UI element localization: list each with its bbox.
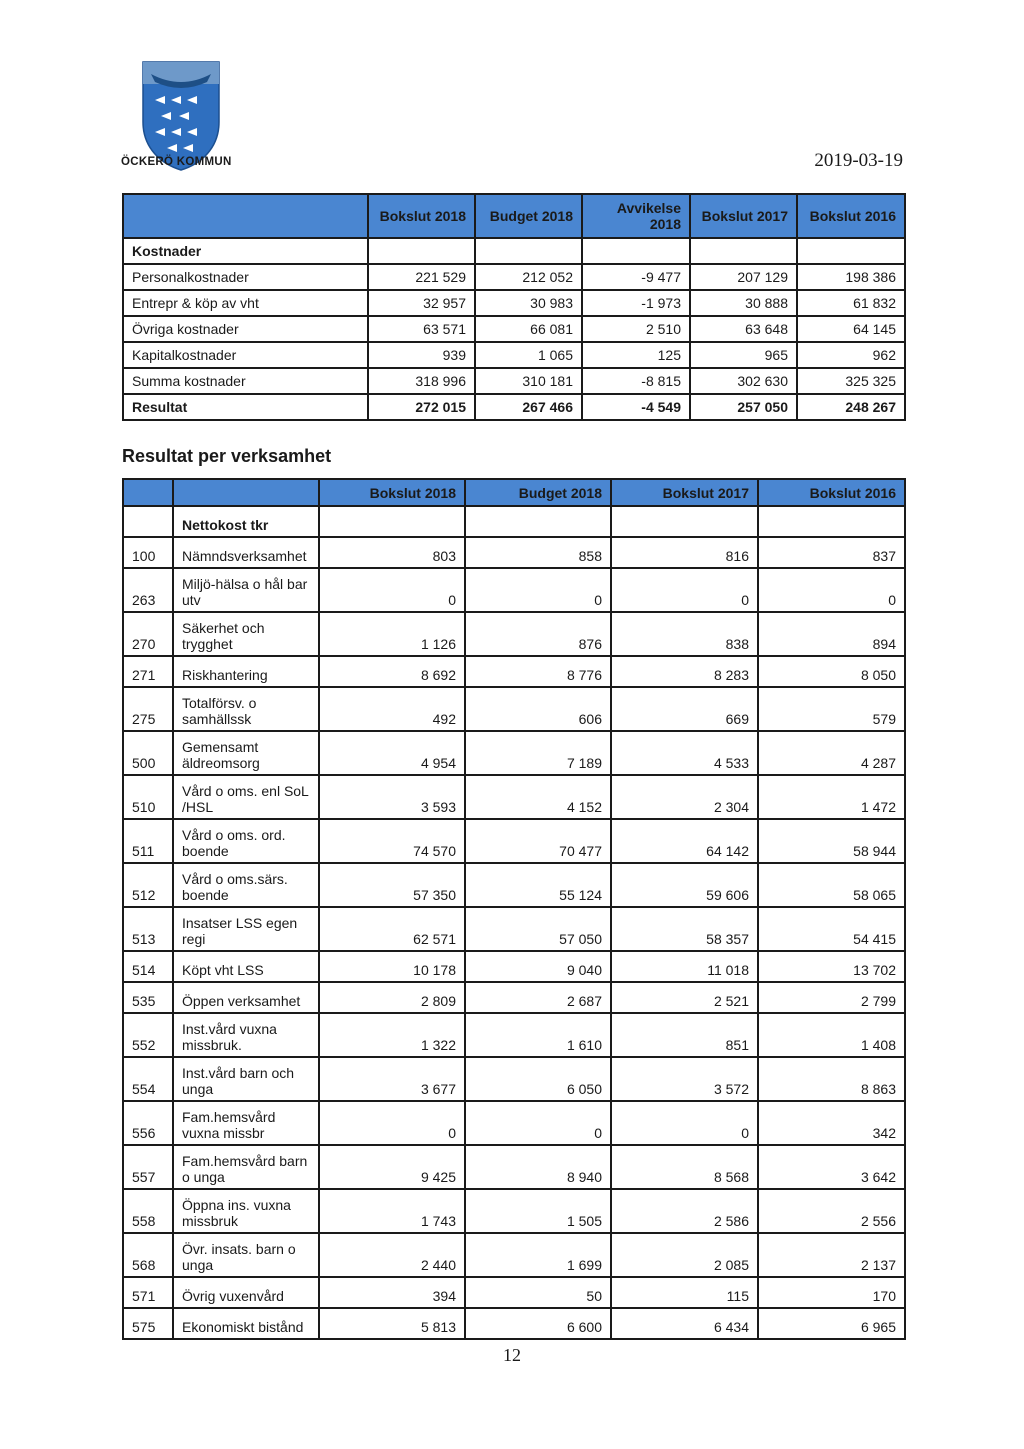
organization-name: ÖCKERÖ KOMMUN bbox=[121, 156, 232, 168]
table-row bbox=[123, 1057, 905, 1101]
value-cell: 1 743 bbox=[319, 1189, 465, 1233]
value-cell: -8 815 bbox=[582, 368, 690, 394]
activity-code: 100 bbox=[123, 537, 173, 568]
activity-name: Fam.hemsvård barn o unga bbox=[173, 1145, 319, 1189]
value-cell: 267 466 bbox=[475, 394, 582, 420]
value-cell: 2 137 bbox=[758, 1233, 905, 1277]
row-label: Kapitalkostnader bbox=[123, 342, 368, 368]
value-cell: 9 425 bbox=[319, 1145, 465, 1189]
empty-cell bbox=[797, 238, 905, 264]
activity-code: 511 bbox=[123, 819, 173, 863]
table-row bbox=[123, 264, 905, 290]
activity-name: Vård o oms.särs. boende bbox=[173, 863, 319, 907]
table-row bbox=[123, 568, 905, 612]
value-cell: 125 bbox=[582, 342, 690, 368]
document-date: 2019-03-19 bbox=[814, 150, 903, 171]
table-row bbox=[123, 731, 905, 775]
activity-name: Öppna ins. vuxna missbruk bbox=[173, 1189, 319, 1233]
activity-code: 271 bbox=[123, 656, 173, 687]
value-cell: 8 692 bbox=[319, 656, 465, 687]
value-cell: 1 505 bbox=[465, 1189, 611, 1233]
header-cell: Budget 2018 bbox=[475, 194, 582, 238]
activity-name: Vård o oms. enl SoL /HSL bbox=[173, 775, 319, 819]
value-cell: -1 973 bbox=[582, 290, 690, 316]
value-cell: 8 776 bbox=[465, 656, 611, 687]
activity-name: Öppen verksamhet bbox=[173, 982, 319, 1013]
value-cell: 13 702 bbox=[758, 951, 905, 982]
activity-name: Inst.vård vuxna missbruk. bbox=[173, 1013, 319, 1057]
value-cell: 0 bbox=[319, 568, 465, 612]
value-cell: 0 bbox=[465, 568, 611, 612]
table-row bbox=[123, 819, 905, 863]
value-cell: 6 434 bbox=[611, 1308, 758, 1339]
value-cell: 70 477 bbox=[465, 819, 611, 863]
activity-name: Övr. insats. barn o unga bbox=[173, 1233, 319, 1277]
value-cell: -9 477 bbox=[582, 264, 690, 290]
empty-cell bbox=[123, 506, 173, 537]
value-cell: 5 813 bbox=[319, 1308, 465, 1339]
header-cell: Bokslut 2016 bbox=[797, 194, 905, 238]
table-row bbox=[123, 537, 905, 568]
header-cell bbox=[582, 194, 690, 238]
value-cell: 57 350 bbox=[319, 863, 465, 907]
value-cell: -4 549 bbox=[582, 394, 690, 420]
value-cell: 248 267 bbox=[797, 394, 905, 420]
empty-cell bbox=[582, 238, 690, 264]
empty-cell bbox=[465, 506, 611, 537]
header-cell: Budget 2018 bbox=[465, 479, 611, 506]
table-row bbox=[123, 1101, 905, 1145]
table-row bbox=[123, 1013, 905, 1057]
section-label: Nettokost tkr bbox=[173, 506, 319, 537]
value-cell: 1 408 bbox=[758, 1013, 905, 1057]
value-cell: 257 050 bbox=[690, 394, 797, 420]
table-row bbox=[123, 907, 905, 951]
activity-name: Ekonomiskt bistånd bbox=[173, 1308, 319, 1339]
header-cell: Bokslut 2016 bbox=[758, 479, 905, 506]
value-cell: 221 529 bbox=[368, 264, 475, 290]
value-cell: 7 189 bbox=[465, 731, 611, 775]
value-cell: 58 065 bbox=[758, 863, 905, 907]
activity-name: Köpt vht LSS bbox=[173, 951, 319, 982]
value-cell: 3 572 bbox=[611, 1057, 758, 1101]
row-label: Övriga kostnader bbox=[123, 316, 368, 342]
value-cell: 837 bbox=[758, 537, 905, 568]
activity-code: 571 bbox=[123, 1277, 173, 1308]
value-cell: 1 126 bbox=[319, 612, 465, 656]
section-label: Kostnader bbox=[123, 238, 368, 264]
empty-cell bbox=[319, 506, 465, 537]
header-cell: Bokslut 2017 bbox=[611, 479, 758, 506]
table-row bbox=[123, 656, 905, 687]
value-cell: 394 bbox=[319, 1277, 465, 1308]
value-cell: 325 325 bbox=[797, 368, 905, 394]
value-cell: 30 983 bbox=[475, 290, 582, 316]
value-cell: 58 944 bbox=[758, 819, 905, 863]
value-cell: 302 630 bbox=[690, 368, 797, 394]
table-row bbox=[123, 951, 905, 982]
value-cell: 858 bbox=[465, 537, 611, 568]
value-cell: 8 863 bbox=[758, 1057, 905, 1101]
row-label: Summa kostnader bbox=[123, 368, 368, 394]
value-cell: 876 bbox=[465, 612, 611, 656]
value-cell: 0 bbox=[611, 568, 758, 612]
value-cell: 74 570 bbox=[319, 819, 465, 863]
activity-code: 263 bbox=[123, 568, 173, 612]
table-row bbox=[123, 982, 905, 1013]
value-cell: 9 040 bbox=[465, 951, 611, 982]
empty-cell bbox=[368, 238, 475, 264]
value-cell: 170 bbox=[758, 1277, 905, 1308]
value-cell: 4 954 bbox=[319, 731, 465, 775]
value-cell: 3 642 bbox=[758, 1145, 905, 1189]
value-cell: 4 287 bbox=[758, 731, 905, 775]
value-cell: 0 bbox=[319, 1101, 465, 1145]
header-cell: Bokslut 2017 bbox=[690, 194, 797, 238]
value-cell: 55 124 bbox=[465, 863, 611, 907]
table-row bbox=[123, 316, 905, 342]
value-cell: 310 181 bbox=[475, 368, 582, 394]
value-cell: 4 152 bbox=[465, 775, 611, 819]
activity-code: 535 bbox=[123, 982, 173, 1013]
row-label: Resultat bbox=[123, 394, 368, 420]
table-row bbox=[123, 1308, 905, 1339]
empty-cell bbox=[475, 238, 582, 264]
value-cell: 3 677 bbox=[319, 1057, 465, 1101]
value-cell: 2 687 bbox=[465, 982, 611, 1013]
activity-code: 513 bbox=[123, 907, 173, 951]
table-row bbox=[123, 612, 905, 656]
value-cell: 63 648 bbox=[690, 316, 797, 342]
value-cell: 64 142 bbox=[611, 819, 758, 863]
value-cell: 8 568 bbox=[611, 1145, 758, 1189]
value-cell: 62 571 bbox=[319, 907, 465, 951]
header-cell-blank bbox=[123, 479, 173, 506]
header-cell: Bokslut 2018 bbox=[368, 194, 475, 238]
activity-name: Riskhantering bbox=[173, 656, 319, 687]
table-row bbox=[123, 687, 905, 731]
activity-code: 500 bbox=[123, 731, 173, 775]
value-cell: 2 556 bbox=[758, 1189, 905, 1233]
value-cell: 838 bbox=[611, 612, 758, 656]
value-cell: 962 bbox=[797, 342, 905, 368]
value-cell: 8 050 bbox=[758, 656, 905, 687]
value-cell: 212 052 bbox=[475, 264, 582, 290]
value-cell: 939 bbox=[368, 342, 475, 368]
value-cell: 1 065 bbox=[475, 342, 582, 368]
result-row bbox=[123, 394, 905, 420]
table-row bbox=[123, 1189, 905, 1233]
table-header-row bbox=[123, 479, 905, 506]
value-cell: 1 610 bbox=[465, 1013, 611, 1057]
activity-name: Fam.hemsvård vuxna missbr bbox=[173, 1101, 319, 1145]
value-cell: 2 304 bbox=[611, 775, 758, 819]
value-cell: 30 888 bbox=[690, 290, 797, 316]
value-cell: 2 510 bbox=[582, 316, 690, 342]
header-cell-blank bbox=[123, 194, 368, 238]
value-cell: 0 bbox=[758, 568, 905, 612]
value-cell: 58 357 bbox=[611, 907, 758, 951]
empty-cell bbox=[611, 506, 758, 537]
value-cell: 115 bbox=[611, 1277, 758, 1308]
value-cell: 2 586 bbox=[611, 1189, 758, 1233]
value-cell: 606 bbox=[465, 687, 611, 731]
table-row bbox=[123, 775, 905, 819]
value-cell: 272 015 bbox=[368, 394, 475, 420]
value-cell: 492 bbox=[319, 687, 465, 731]
value-cell: 59 606 bbox=[611, 863, 758, 907]
value-cell: 851 bbox=[611, 1013, 758, 1057]
value-cell: 2 085 bbox=[611, 1233, 758, 1277]
value-cell: 0 bbox=[465, 1101, 611, 1145]
table-header-row bbox=[123, 194, 905, 238]
value-cell: 57 050 bbox=[465, 907, 611, 951]
value-cell: 32 957 bbox=[368, 290, 475, 316]
activity-name: Inst.vård barn och unga bbox=[173, 1057, 319, 1101]
row-label: Entrepr & köp av vht bbox=[123, 290, 368, 316]
header-cell-text: Avvikelse 2018 bbox=[616, 200, 681, 232]
table-row bbox=[123, 863, 905, 907]
value-cell: 1 699 bbox=[465, 1233, 611, 1277]
value-cell: 4 533 bbox=[611, 731, 758, 775]
activity-name: Totalförsv. o samhällssk bbox=[173, 687, 319, 731]
header-cell: Bokslut 2018 bbox=[319, 479, 465, 506]
section-label-row bbox=[123, 238, 905, 264]
value-cell: 816 bbox=[611, 537, 758, 568]
summary-cost-table bbox=[122, 193, 906, 421]
activity-name: Vård o oms. ord. boende bbox=[173, 819, 319, 863]
value-cell: 10 178 bbox=[319, 951, 465, 982]
activity-code: 512 bbox=[123, 863, 173, 907]
value-cell: 207 129 bbox=[690, 264, 797, 290]
value-cell: 64 145 bbox=[797, 316, 905, 342]
activity-code: 568 bbox=[123, 1233, 173, 1277]
activity-code: 270 bbox=[123, 612, 173, 656]
activity-code: 514 bbox=[123, 951, 173, 982]
table-row bbox=[123, 1277, 905, 1308]
value-cell: 8 940 bbox=[465, 1145, 611, 1189]
value-cell: 342 bbox=[758, 1101, 905, 1145]
row-label: Personalkostnader bbox=[123, 264, 368, 290]
header-cell-blank bbox=[173, 479, 319, 506]
value-cell: 965 bbox=[690, 342, 797, 368]
activity-code: 558 bbox=[123, 1189, 173, 1233]
activity-name: Miljö-hälsa o hål bar utv bbox=[173, 568, 319, 612]
value-cell: 2 799 bbox=[758, 982, 905, 1013]
activity-name: Gemensamt äldreomsorg bbox=[173, 731, 319, 775]
activity-code: 556 bbox=[123, 1101, 173, 1145]
value-cell: 894 bbox=[758, 612, 905, 656]
activity-code: 575 bbox=[123, 1308, 173, 1339]
activity-table-body bbox=[123, 537, 905, 1339]
value-cell: 54 415 bbox=[758, 907, 905, 951]
empty-cell bbox=[758, 506, 905, 537]
value-cell: 6 050 bbox=[465, 1057, 611, 1101]
value-cell: 1 322 bbox=[319, 1013, 465, 1057]
table-row bbox=[123, 1145, 905, 1189]
table-row bbox=[123, 342, 905, 368]
value-cell: 2 521 bbox=[611, 982, 758, 1013]
value-cell: 3 593 bbox=[319, 775, 465, 819]
value-cell: 579 bbox=[758, 687, 905, 731]
value-cell: 63 571 bbox=[368, 316, 475, 342]
value-cell: 803 bbox=[319, 537, 465, 568]
page-number: 12 bbox=[503, 1345, 521, 1365]
value-cell: 66 081 bbox=[475, 316, 582, 342]
table-row bbox=[123, 290, 905, 316]
empty-cell bbox=[690, 238, 797, 264]
activity-code: 552 bbox=[123, 1013, 173, 1057]
activity-code: 557 bbox=[123, 1145, 173, 1189]
value-cell: 2 440 bbox=[319, 1233, 465, 1277]
activity-code: 554 bbox=[123, 1057, 173, 1101]
value-cell: 50 bbox=[465, 1277, 611, 1308]
value-cell: 2 809 bbox=[319, 982, 465, 1013]
activity-name: Säkerhet och trygghet bbox=[173, 612, 319, 656]
value-cell: 6 600 bbox=[465, 1308, 611, 1339]
activity-name: Övrig vuxenvård bbox=[173, 1277, 319, 1308]
section-label-row bbox=[123, 506, 905, 537]
value-cell: 1 472 bbox=[758, 775, 905, 819]
activity-name: Nämndsverksamhet bbox=[173, 537, 319, 568]
activity-code: 510 bbox=[123, 775, 173, 819]
table-row bbox=[123, 1233, 905, 1277]
activity-code: 275 bbox=[123, 687, 173, 731]
activity-name: Insatser LSS egen regi bbox=[173, 907, 319, 951]
table-row bbox=[123, 368, 905, 394]
value-cell: 61 832 bbox=[797, 290, 905, 316]
activity-cost-table bbox=[122, 478, 906, 1340]
value-cell: 0 bbox=[611, 1101, 758, 1145]
value-cell: 8 283 bbox=[611, 656, 758, 687]
section-title: Resultat per verksamhet bbox=[122, 446, 332, 466]
value-cell: 198 386 bbox=[797, 264, 905, 290]
value-cell: 318 996 bbox=[368, 368, 475, 394]
value-cell: 11 018 bbox=[611, 951, 758, 982]
value-cell: 6 965 bbox=[758, 1308, 905, 1339]
value-cell: 669 bbox=[611, 687, 758, 731]
